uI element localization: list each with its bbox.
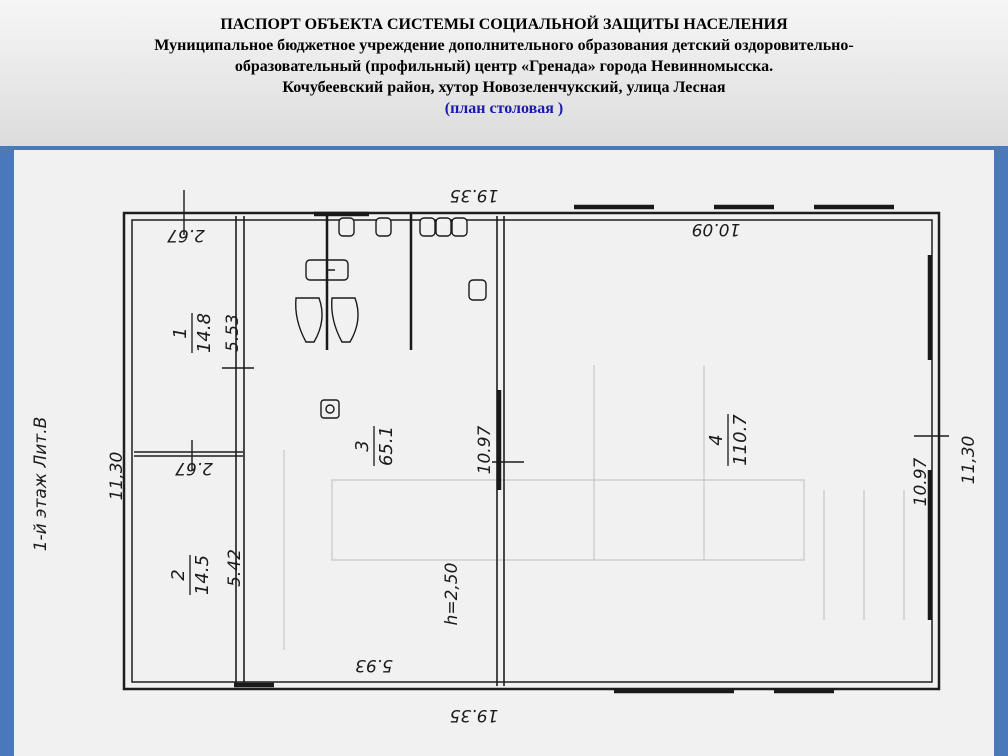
address-line: Кочубеевский район, хутор Новозеленчукский, улица Лесная [282,79,726,96]
room-number: 4 [706,434,727,446]
dim-right: 11,30 [959,435,979,485]
passport-title: ПАСПОРТ ОБЪЕКТА СИСТЕМЫ СОЦИАЛЬНОЙ ЗАЩИТЫ НАСЕЛЕНИЯ [220,16,788,33]
ceiling-height: h=2,50 [442,562,462,626]
outer-walls [124,213,939,689]
sink-fixtures [296,218,486,418]
room-area: 14.8 [194,312,215,354]
room-number: 1 [170,327,191,339]
floor-plan-drawing [14,150,994,756]
dim-bottom: 19.35 [449,705,499,725]
plan-subtitle: (план столовая ) [444,100,564,117]
room-area: 65.1 [376,425,397,467]
room-area: 14.5 [192,554,213,596]
bleed-through-marks [284,365,904,650]
room-label-4 [706,414,751,466]
floor-label: 1-й этаж Лит.В [31,416,51,552]
room-area: 110.7 [730,414,751,466]
dim-room1-height: 5.53 [223,314,243,352]
room-label-2 [168,555,213,595]
dim-room4-height: 10.97 [911,457,931,507]
dim-room2-height: 5.42 [225,549,245,587]
dim-left: 11,30 [107,451,127,501]
institution-name-line1: Муниципальное бюджетное учреждение дополнительного образования детский оздоровительно- [154,37,854,54]
dim-room3-width: 5.93 [355,655,393,675]
dimension-ticks [184,190,949,470]
dim-room4-width: 10.09 [691,219,741,239]
dim-room3-height: 10.97 [475,425,495,475]
room-label-1 [170,313,215,353]
room-number: 3 [352,440,373,452]
room-number: 2 [168,569,189,581]
document-header [0,0,1008,146]
dim-room2-width: 2.67 [175,458,213,478]
dim-top: 19.35 [449,185,499,205]
room-label-3 [352,426,397,466]
floor-plan-frame [14,150,994,756]
dim-room1-width: 2.67 [167,225,205,245]
institution-name-line2: образовательный (профильный) центр «Гренада» города Невинномысска. [234,58,774,75]
